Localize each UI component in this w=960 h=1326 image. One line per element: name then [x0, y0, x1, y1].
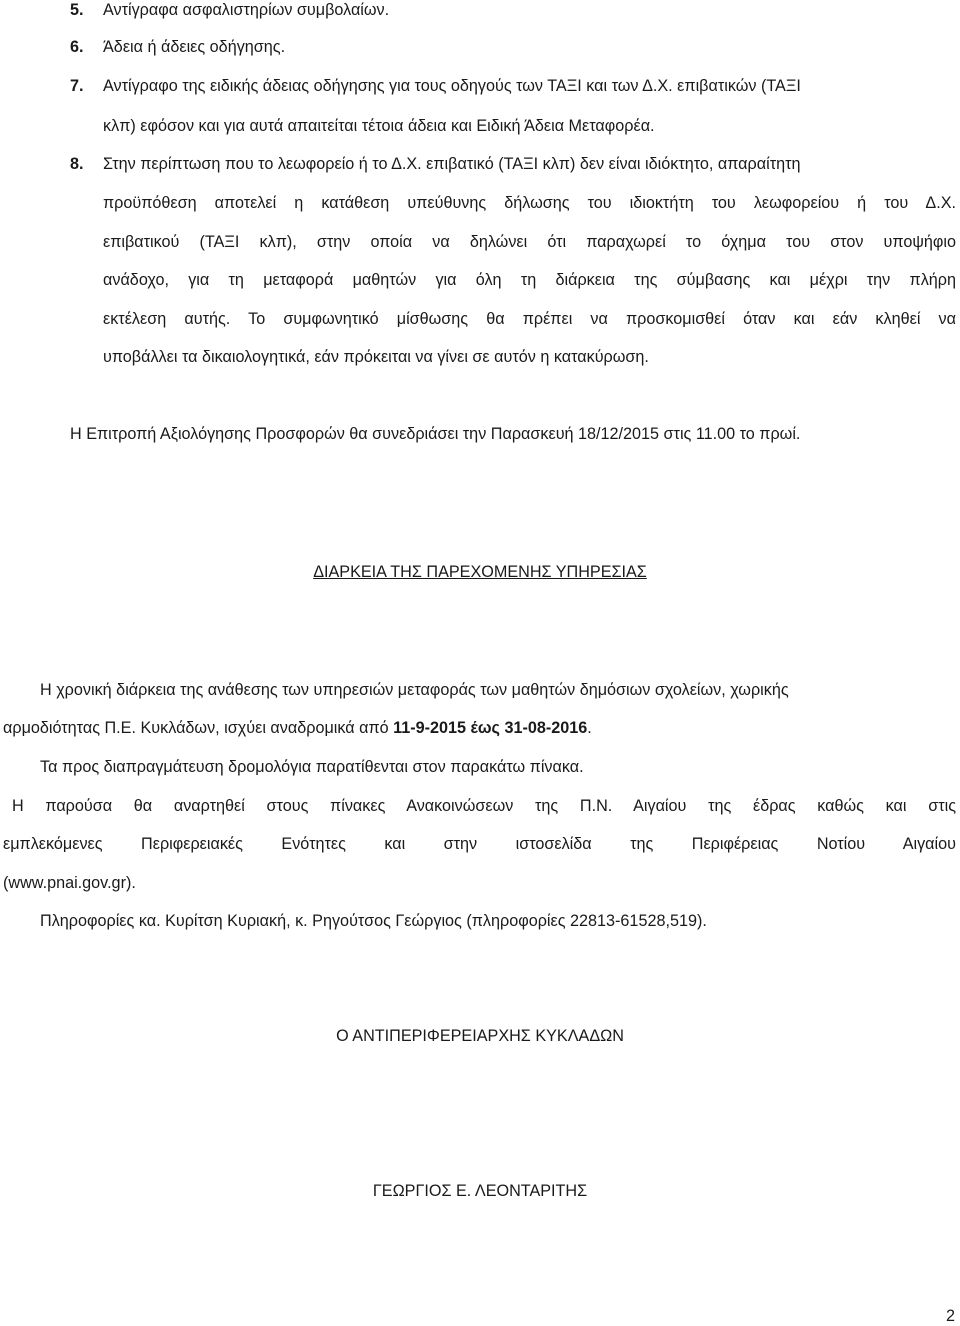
list-text: Άδεια ή άδειες οδήγησης.: [103, 38, 286, 56]
list-text: Αντίγραφο της ειδικής άδειας οδήγησης για τους οδηγούς των ΤΑΞΙ και των Δ.Χ. επιβατικών (ΤΑΞΙ: [103, 77, 801, 95]
duration-dates: 11-9-2015 έως 31-08-2016: [393, 719, 588, 737]
publication-line-2: εμπλεκόμενες Περιφερειακές Ενότητες και στην ιστοσελίδα της Περιφέρειας Νοτίου Αιγαίου: [3, 835, 956, 853]
list-item-8-line3: επιβατικού (ΤΑΞΙ κλπ), στην οποία να δηλώνει ότι παραχωρεί το όχημα του στον υποψήφιο: [103, 233, 956, 251]
list-text: Αντίγραφα ασφαλιστηρίων συμβολαίων.: [103, 1, 390, 19]
list-number: 8.: [70, 155, 84, 173]
signatory-name: ΓΕΩΡΓΙΟΣ Ε. ΛΕΟΝΤΑΡΙΤΗΣ: [372, 1182, 588, 1200]
duration-period: .: [587, 719, 592, 737]
committee-paragraph: Η Επιτροπή Αξιολόγησης Προσφορών θα συνεδριάσει την Παρασκευή 18/12/2015 στις 11.00 το πρωί.: [70, 425, 801, 443]
duration-line-2: [3, 718, 592, 738]
list-text: Στην περίπτωση που το λεωφορείο ή το Δ.Χ. επιβατικό (ΤΑΞΙ κλπ) δεν είναι ιδιόκτητο, απαραίτητη: [103, 155, 801, 173]
list-number: 6.: [70, 38, 84, 56]
publication-line-3: (www.pnai.gov.gr).: [3, 874, 136, 892]
section-heading-text: ΔΙΑΡΚΕΙΑ ΤΗΣ ΠΑΡΕΧΟΜΕΝΗΣ ΥΠΗΡΕΣΙΑΣ: [313, 563, 647, 581]
list-item-5: [70, 0, 389, 20]
list-item-8-line6: υποβάλλει τα δικαιολογητικά, εάν πρόκειται να γίνει σε αυτόν η κατακύρωση.: [103, 348, 649, 366]
signatory-title: Ο ΑΝΤΙΠΕΡΙΦΕΡΕΙΑΡΧΗΣ ΚΥΚΛΑΔΩΝ: [336, 1027, 624, 1045]
list-number: 7.: [70, 77, 84, 95]
list-item-7: [70, 76, 801, 96]
duration-line-1: Η χρονική διάρκεια της ανάθεσης των υπηρεσιών μεταφοράς των μαθητών δημόσιων σχολείων, χωρικής: [40, 681, 789, 699]
list-item-7-cont: κλπ) εφόσον και για αυτά απαιτείται τέτοια άδεια και Ειδική Άδεια Μεταφορέα.: [103, 117, 655, 135]
list-item-8: [70, 154, 801, 174]
page-number: 2: [946, 1307, 956, 1325]
list-item-8-line5: εκτέλεση αυτής. Το συμφωνητικό μίσθωσης θα πρέπει να προσκομισθεί όταν και εάν κληθεί να: [103, 310, 956, 328]
section-heading: [0, 562, 960, 582]
list-item-8-line4: ανάδοχο, για τη μεταφορά μαθητών για όλη τη διάρκεια της σύμβασης και μέχρι την πλήρη: [103, 271, 956, 289]
duration-text: αρμοδιότητας Π.Ε. Κυκλάδων, ισχύει αναδρομικά από: [3, 719, 394, 737]
list-number: 5.: [70, 1, 84, 19]
publication-line-1: Η παρούσα θα αναρτηθεί στους πίνακες Ανακοινώσεων της Π.Ν. Αιγαίου της έδρας καθώς και στις: [12, 797, 956, 815]
info-paragraph: Πληροφορίες κα. Κυρίτση Κυριακή, κ. Ρηγούτσος Γεώργιος (πληροφορίες 22813-61528,519).: [40, 912, 707, 930]
list-item-8-line2: προϋπόθεση αποτελεί η κατάθεση υπεύθυνης δήλωσης του ιδιοκτήτη του λεωφορείου ή του Δ.Χ.: [103, 194, 956, 212]
routes-paragraph: Τα προς διαπραγμάτευση δρομολόγια παρατίθενται στον παρακάτω πίνακα.: [40, 758, 584, 776]
list-item-6: [70, 37, 285, 57]
